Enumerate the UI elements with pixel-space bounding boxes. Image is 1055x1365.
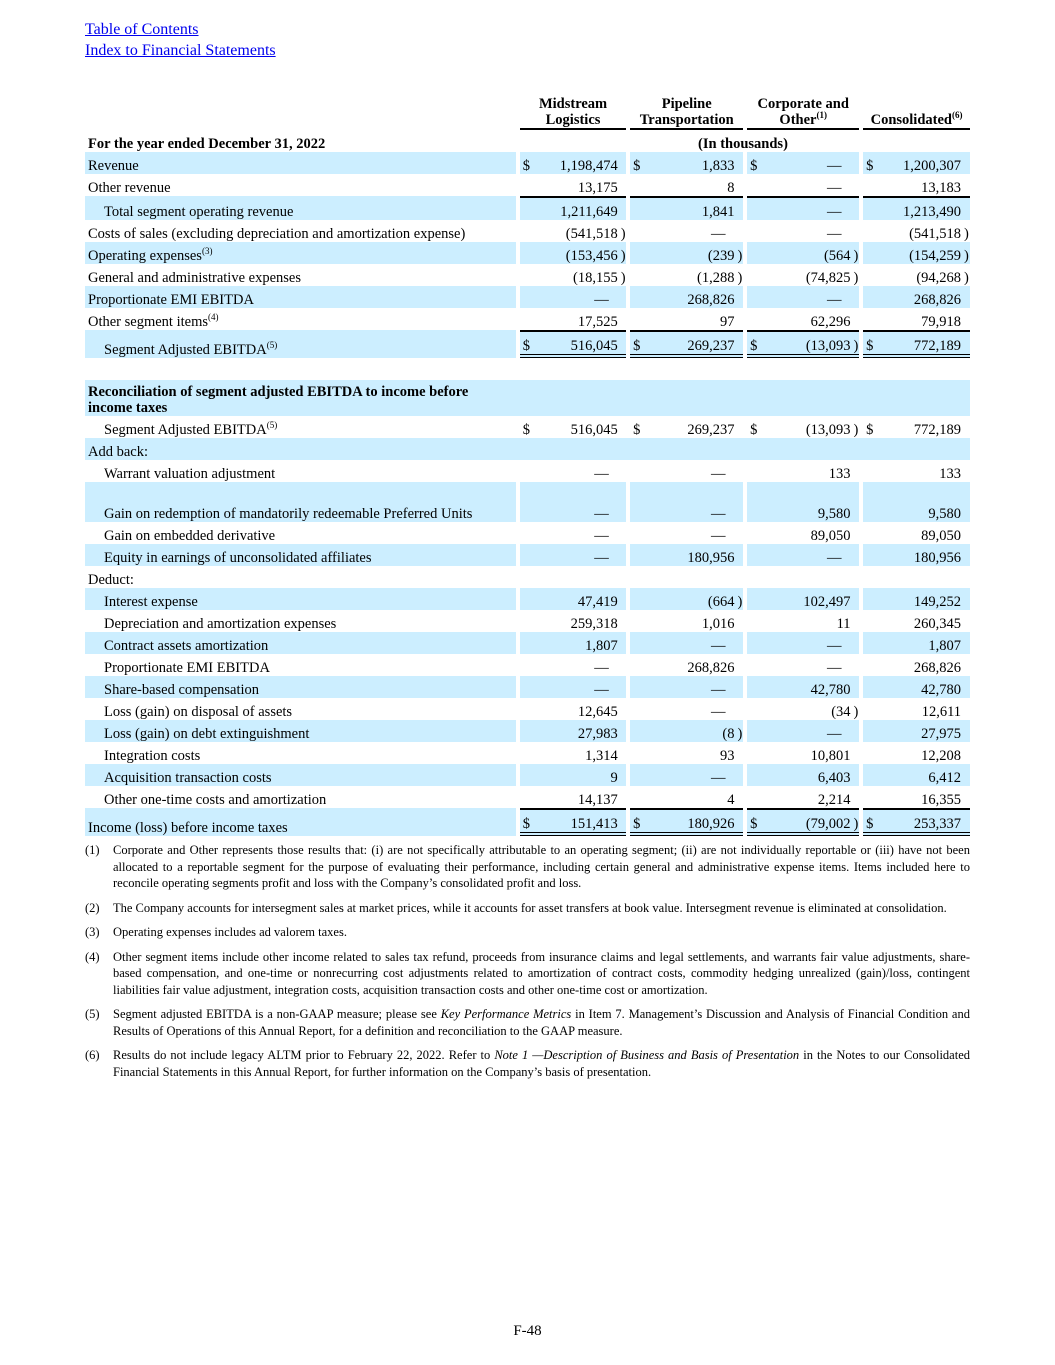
cell-value: 180,956 [649,544,737,566]
cell-value: 268,826 [882,286,964,308]
footnote-ref: (6) [951,110,963,120]
cell-value: 89,050 [921,528,962,544]
currency-symbol [520,764,538,786]
table-row: Loss (gain) on disposal of assets 12,645 — (34 ) 12,611 [85,698,970,720]
cell-value: — [766,544,854,566]
footnote-text: Other segment items include other income related to sales tax refund, proceeds from insurance claims and legal settlements, and warrants fair value adjustments, share-based compensation, and one-time or nonrecurring cost adjustments related to amortization of contract costs, commodity hedging unrealized (gain)/loss, contingent liabilities fair value adjustment, integration costs, acquisition transaction costs and other one-time cost or amortization. [113,949,970,997]
currency-symbol [747,544,766,566]
table-row [85,522,970,544]
table-of-contents-link[interactable]: Table of Contents [85,21,199,38]
table-row [85,544,970,566]
table-row [85,632,970,654]
currency-symbol: $ [747,808,766,836]
footnote [85,1006,970,1039]
currency-symbol [630,544,649,566]
cell-value: (18,155 [573,270,618,286]
currency-symbol [520,174,538,196]
row-label: Segment Adjusted EBITDA$^{(5)}$ [85,330,516,358]
cell-value: (94,268 [916,270,962,286]
cell-value: 27,975 [882,720,964,742]
currency-symbol [630,522,649,544]
cell-value: — [537,676,621,698]
table-row [85,676,970,698]
currency-symbol: $ [863,152,882,174]
cell-value: (154,259 [882,242,964,264]
footnote [85,1047,970,1080]
currency-symbol [863,286,882,308]
cell-value: — [766,286,854,308]
currency-symbol [863,196,882,220]
currency-symbol [747,786,766,808]
currency-symbol [863,698,882,720]
currency-symbol [863,676,882,698]
cell-value: 133 [828,466,851,482]
currency-symbol: $ [520,808,538,836]
currency-symbol [630,764,649,786]
table-row [85,152,970,174]
cell-value: 12,645 [577,704,618,720]
cell-value: — [766,632,854,654]
currency-symbol: $ [522,422,530,438]
row-label: Costs of sales (excluding depreciation and amortization expense) [88,226,466,242]
currency-symbol [747,460,766,482]
cell-value: 14,137 [577,792,618,808]
table-row [85,610,970,632]
reconciliation-header-row [85,380,970,416]
footnote-number: (2) [85,900,100,915]
table-row [85,786,970,808]
cell-value: 8 [727,180,735,196]
add-back-label: Add back: [85,438,516,460]
currency-symbol [747,286,766,308]
column-header: Corporate and Other$^{(1)}$ [747,96,859,130]
cell-value: 13,183 [921,180,962,196]
cell-value: — [594,466,609,482]
currency-symbol [630,460,649,482]
cell-value: — [710,704,726,720]
footnote [85,900,970,917]
currency-symbol [520,610,538,632]
row-label: Total segment operating revenue [85,196,516,220]
footnote-ref: (5) [266,420,278,430]
currency-symbol [747,522,766,544]
currency-symbol: $ [747,152,766,174]
currency-symbol [863,632,882,654]
currency-symbol [630,676,649,698]
row-label: General and administrative expenses [88,270,301,286]
currency-symbol [747,698,766,720]
cell-value: 1,213,490 [882,196,964,220]
page-number: F-48 [513,1323,542,1339]
currency-symbol [747,720,766,742]
row-label: Other segment items$^{(4)}$ [88,312,219,330]
cell-value: 1,016 [701,616,735,632]
cell-value: 47,419 [537,588,621,610]
currency-symbol: $ [630,330,649,358]
cell-value: 9 [537,764,621,786]
cell-value: 516,045 [570,422,618,438]
row-label: Equity in earnings of unconsolidated affiliates [85,544,516,566]
section-label-row [85,566,970,588]
section-label-row [85,438,970,460]
cell-value: 27,983 [537,720,621,742]
row-label: Loss (gain) on disposal of assets [104,704,293,720]
italic-reference: Key Performance Metrics [440,1007,572,1021]
cell-value: 133 [939,466,962,482]
cell-value: 62,296 [810,314,851,330]
currency-symbol: $ [630,808,649,836]
currency-symbol [520,308,538,330]
currency-symbol [520,654,538,676]
table-row [85,764,970,786]
table-row [85,654,970,676]
cell-value: (79,002 [766,808,854,836]
cell-value: (564 [766,242,854,264]
currency-symbol [520,242,538,264]
footnotes [85,842,970,1088]
cell-value: — [710,466,726,482]
currency-symbol [747,220,766,242]
column-header: Pipeline Transportation [630,96,743,130]
currency-symbol [863,242,882,264]
cell-value: — [594,528,609,544]
currency-symbol [520,676,538,698]
currency-symbol [863,220,882,242]
footnote-number: (5) [85,1007,100,1021]
currency-symbol [630,632,649,654]
currency-symbol [747,676,766,698]
table-row [85,460,970,482]
currency-symbol: $ [630,152,649,174]
cell-value: 268,826 [687,660,735,676]
cell-value: — [649,632,737,654]
cell-value: 97 [719,314,735,330]
cell-value: 269,237 [687,422,735,438]
footnote-text: Corporate and Other represents those results that: (i) are not specifically attributable to an operating segment; (ii) are not individually reportable or (iii) have not been allocated to a reportable segment for the purpose of evaluating their performance, including certain general and administrative expense items. Items included here to reconcile operating segments profit and loss with the Company’s consolidated profit and loss. [113,843,970,890]
cell-value: — [827,660,842,676]
cell-value: 12,611 [921,704,962,720]
currency-symbol: $ [747,330,766,358]
segment-financial-table [85,96,970,836]
cell-value: 1,807 [537,632,621,654]
currency-symbol [520,264,538,286]
cell-value: 6,403 [766,764,854,786]
currency-symbol [747,742,766,764]
top-navigation [85,19,276,61]
footnote-text: Segment adjusted EBITDA is a non-GAAP measure; please see Key Performance Metrics in Item 7. Management’s Discussion and Analysis of Financial Condition and Results of Operations of this Annual Report, for a definition and reconciliation to the GAAP measure. [113,1007,970,1038]
cell-value: 13,175 [577,180,618,196]
column-header-row [85,96,970,130]
currency-symbol: $ [520,152,538,174]
total-label: Income (loss) before income taxes [85,808,516,836]
cell-value: (8 [649,720,737,742]
currency-symbol [863,654,882,676]
currency-symbol [520,698,538,720]
currency-symbol [630,174,649,196]
footnote-ref: (5) [266,340,278,350]
cell-value: — [649,676,737,698]
currency-symbol [863,264,882,286]
currency-symbol [520,522,538,544]
cell-value: 151,413 [537,808,621,836]
row-label: Integration costs [104,748,201,764]
cell-value: 89,050 [810,528,851,544]
currency-symbol [630,786,649,808]
currency-symbol [863,742,882,764]
currency-symbol [747,610,766,632]
table-row: General and administrative expenses (18,155 ) (1,288 ) (74,825 ) (94,268 ) [85,264,970,286]
currency-symbol [747,308,766,330]
row-label: Other one-time costs and amortization [104,792,327,808]
currency-symbol [520,588,538,610]
currency-symbol [630,610,649,632]
cell-value: — [827,226,842,242]
footnote-text: Results do not include legacy ALTM prior to February 22, 2022. Refer to Note 1 —Description of Business and Basis of Presentation in the Notes to our Consolidated Financial Statements in this Annual Report, for further information on the Company’s basis of presentation. [113,1048,970,1079]
currency-symbol [630,242,649,264]
table-row [85,308,970,330]
table-row [85,174,970,196]
currency-symbol [863,174,882,196]
cell-value: 6,412 [882,764,964,786]
footnote-ref: (3) [201,246,213,256]
footnote-text: The Company accounts for intersegment sales at market prices, while it accounts for asset transfers at book value. Intersegment revenue is eliminated at consolidation. [113,900,947,915]
currency-symbol [863,522,882,544]
units-label: (In thousands) [698,136,788,152]
currency-symbol [863,482,882,522]
cell-value: 1,198,474 [537,152,621,174]
cell-value: 180,926 [649,808,737,836]
cell-value: (153,456 [537,242,621,264]
currency-symbol [630,286,649,308]
cell-value: 180,956 [882,544,964,566]
currency-symbol [520,286,538,308]
currency-symbol [520,544,538,566]
row-label: Other revenue [88,180,171,196]
cell-value: 268,826 [649,286,737,308]
cell-value: — [594,660,609,676]
row-label: Segment Adjusted EBITDA$^{(5)}$ [104,420,278,438]
cell-value: 259,318 [570,616,618,632]
cell-value: — [537,286,621,308]
table-row: Operating expenses$^{(3)}$ (153,456 ) (239 ) (564 ) (154,259 ) [85,242,970,264]
currency-symbol [863,308,882,330]
index-to-financial-statements-link[interactable]: Index to Financial Statements [85,42,276,59]
cell-value: (13,093 [766,330,854,358]
cell-value: 4 [727,792,735,808]
row-label: Revenue [85,152,516,174]
currency-symbol [863,460,882,482]
row-label: Depreciation and amortization expenses [104,616,337,632]
cell-value: — [537,544,621,566]
row-label: Interest expense [85,588,516,610]
cell-value: 42,780 [882,676,964,698]
table-row: Segment Adjusted EBITDA$^{(5)}$ $ 516,045 $ 269,237 $ (13,093 ) $ 772,189 [85,330,970,358]
currency-symbol: $ [866,422,874,438]
cell-value: 93 [719,748,735,764]
row-label: Loss (gain) on debt extinguishment [85,720,516,742]
footnote-ref: (1) [816,110,827,120]
footnote [85,842,970,892]
cell-value: 16,355 [921,792,962,808]
cell-value: 1,807 [882,632,964,654]
currency-symbol [747,196,766,220]
currency-symbol [863,610,882,632]
cell-value: 772,189 [882,330,964,358]
cell-value: — [710,528,726,544]
cell-value: 2,214 [817,792,851,808]
cell-value: 9,580 [766,482,854,522]
footnote-text: Operating expenses includes ad valorem taxes. [113,925,347,939]
cell-value: — [649,482,737,522]
currency-symbol [520,742,538,764]
currency-symbol [630,720,649,742]
row-label: Warrant valuation adjustment [104,466,276,482]
currency-symbol [520,482,538,522]
currency-symbol: $ [520,330,538,358]
table-row [85,482,970,522]
currency-symbol: $ [863,808,882,836]
cell-value: — [649,764,737,786]
currency-symbol [863,764,882,786]
cell-value: (74,825 [805,270,851,286]
footnote-number: (1) [85,843,100,857]
period-label: For the year ended December 31, 2022 [88,136,326,152]
currency-symbol [747,264,766,286]
cell-value: 42,780 [766,676,854,698]
column-header: Consolidated$^{(6)}$ [863,96,970,130]
cell-value: (13,093 [805,422,851,438]
currency-symbol [747,174,766,196]
row-label: Contract assets amortization [85,632,516,654]
cell-value: 79,918 [921,314,962,330]
table-row: Loss (gain) on debt extinguishment 27,983 (8 ) — 27,975 [85,720,970,742]
cell-value: (541,518 [909,226,962,242]
footnote-number: (3) [85,925,100,939]
cell-value: (239 [649,242,737,264]
footnote-ref: (4) [208,312,219,322]
footnote [85,924,970,941]
cell-value: — [766,720,854,742]
cell-value: 11 [836,616,851,632]
column-header: Midstream Logistics [520,96,627,130]
currency-symbol [747,632,766,654]
reconciliation-title: Reconciliation of segment adjusted EBITDA to income before income taxes [85,380,516,416]
currency-symbol [630,742,649,764]
cell-value: 17,525 [577,314,618,330]
currency-symbol [520,720,538,742]
currency-symbol [520,786,538,808]
table-row: Costs of sales (excluding depreciation and amortization expense) (541,518 ) — — (541,518 ) [85,220,970,242]
currency-symbol [747,588,766,610]
currency-symbol [747,764,766,786]
currency-symbol [630,482,649,522]
cell-value: 260,345 [913,616,962,632]
cell-value: 1,200,307 [882,152,964,174]
cell-value: 10,801 [810,748,851,764]
cell-value: — [537,482,621,522]
currency-symbol [863,720,882,742]
currency-symbol [747,482,766,522]
row-label: Gain on embedded derivative [104,528,276,544]
footnote-number: (6) [85,1048,100,1062]
cell-value: 149,252 [882,588,964,610]
cell-value: (34 [831,704,851,720]
cell-value: — [766,152,854,174]
cell-value: (664 [649,588,737,610]
currency-symbol: $ [633,422,641,438]
footnote [85,949,970,999]
currency-symbol: $ [750,422,758,438]
cell-value: 102,497 [766,588,854,610]
currency-symbol [747,242,766,264]
row-label: Acquisition transaction costs [85,764,516,786]
currency-symbol: $ [863,330,882,358]
cell-value: 268,826 [913,660,962,676]
row-label: Proportionate EMI EBITDA [85,286,516,308]
table-row [85,742,970,764]
currency-symbol [520,460,538,482]
currency-symbol [863,588,882,610]
period-row [85,130,970,152]
row-label: Operating expenses$^{(3)}$ [85,242,516,264]
table-row: Segment Adjusted EBITDA$^{(5)}$ $ 516,045 $ 269,237 $ (13,093 ) $ 772,189 [85,416,970,438]
cell-value: (1,288 [697,270,735,286]
total-row: Income (loss) before income taxes $ 151,413 $ 180,926 $ (79,002 ) $ 253,337 [85,808,970,836]
cell-value: 9,580 [882,482,964,522]
cell-value: 253,337 [882,808,964,836]
cell-value: 12,208 [921,748,962,764]
currency-symbol [863,544,882,566]
currency-symbol [630,698,649,720]
footnote-number: (4) [85,949,100,964]
row-label: Gain on redemption of mandatorily redeemable Preferred Units [85,482,516,522]
currency-symbol [630,220,649,242]
cell-value: (541,518 [565,226,618,242]
row-label: Share-based compensation [85,676,516,698]
cell-value: 1,211,649 [537,196,621,220]
cell-value: 516,045 [537,330,621,358]
currency-symbol [630,264,649,286]
currency-symbol [630,308,649,330]
cell-value: 772,189 [913,422,962,438]
currency-symbol [863,786,882,808]
cell-value: 1,314 [585,748,618,764]
table-row: Interest expense 47,419 (664 ) 102,497 149,252 [85,588,970,610]
cell-value: — [766,196,854,220]
italic-reference: Note 1 —Description of Business and Basis of Presentation [494,1048,800,1062]
currency-symbol [747,654,766,676]
deduct-label: Deduct: [88,572,134,588]
currency-symbol [630,196,649,220]
table-row [85,196,970,220]
cell-value: 1,841 [649,196,737,220]
row-label: Proportionate EMI EBITDA [104,660,270,676]
table-row [85,286,970,308]
currency-symbol [630,654,649,676]
currency-symbol [630,588,649,610]
cell-value: 269,237 [649,330,737,358]
cell-value: — [710,226,726,242]
currency-symbol [520,632,538,654]
cell-value: — [827,180,842,196]
cell-value: 1,833 [649,152,737,174]
currency-symbol [520,220,538,242]
currency-symbol [520,196,538,220]
